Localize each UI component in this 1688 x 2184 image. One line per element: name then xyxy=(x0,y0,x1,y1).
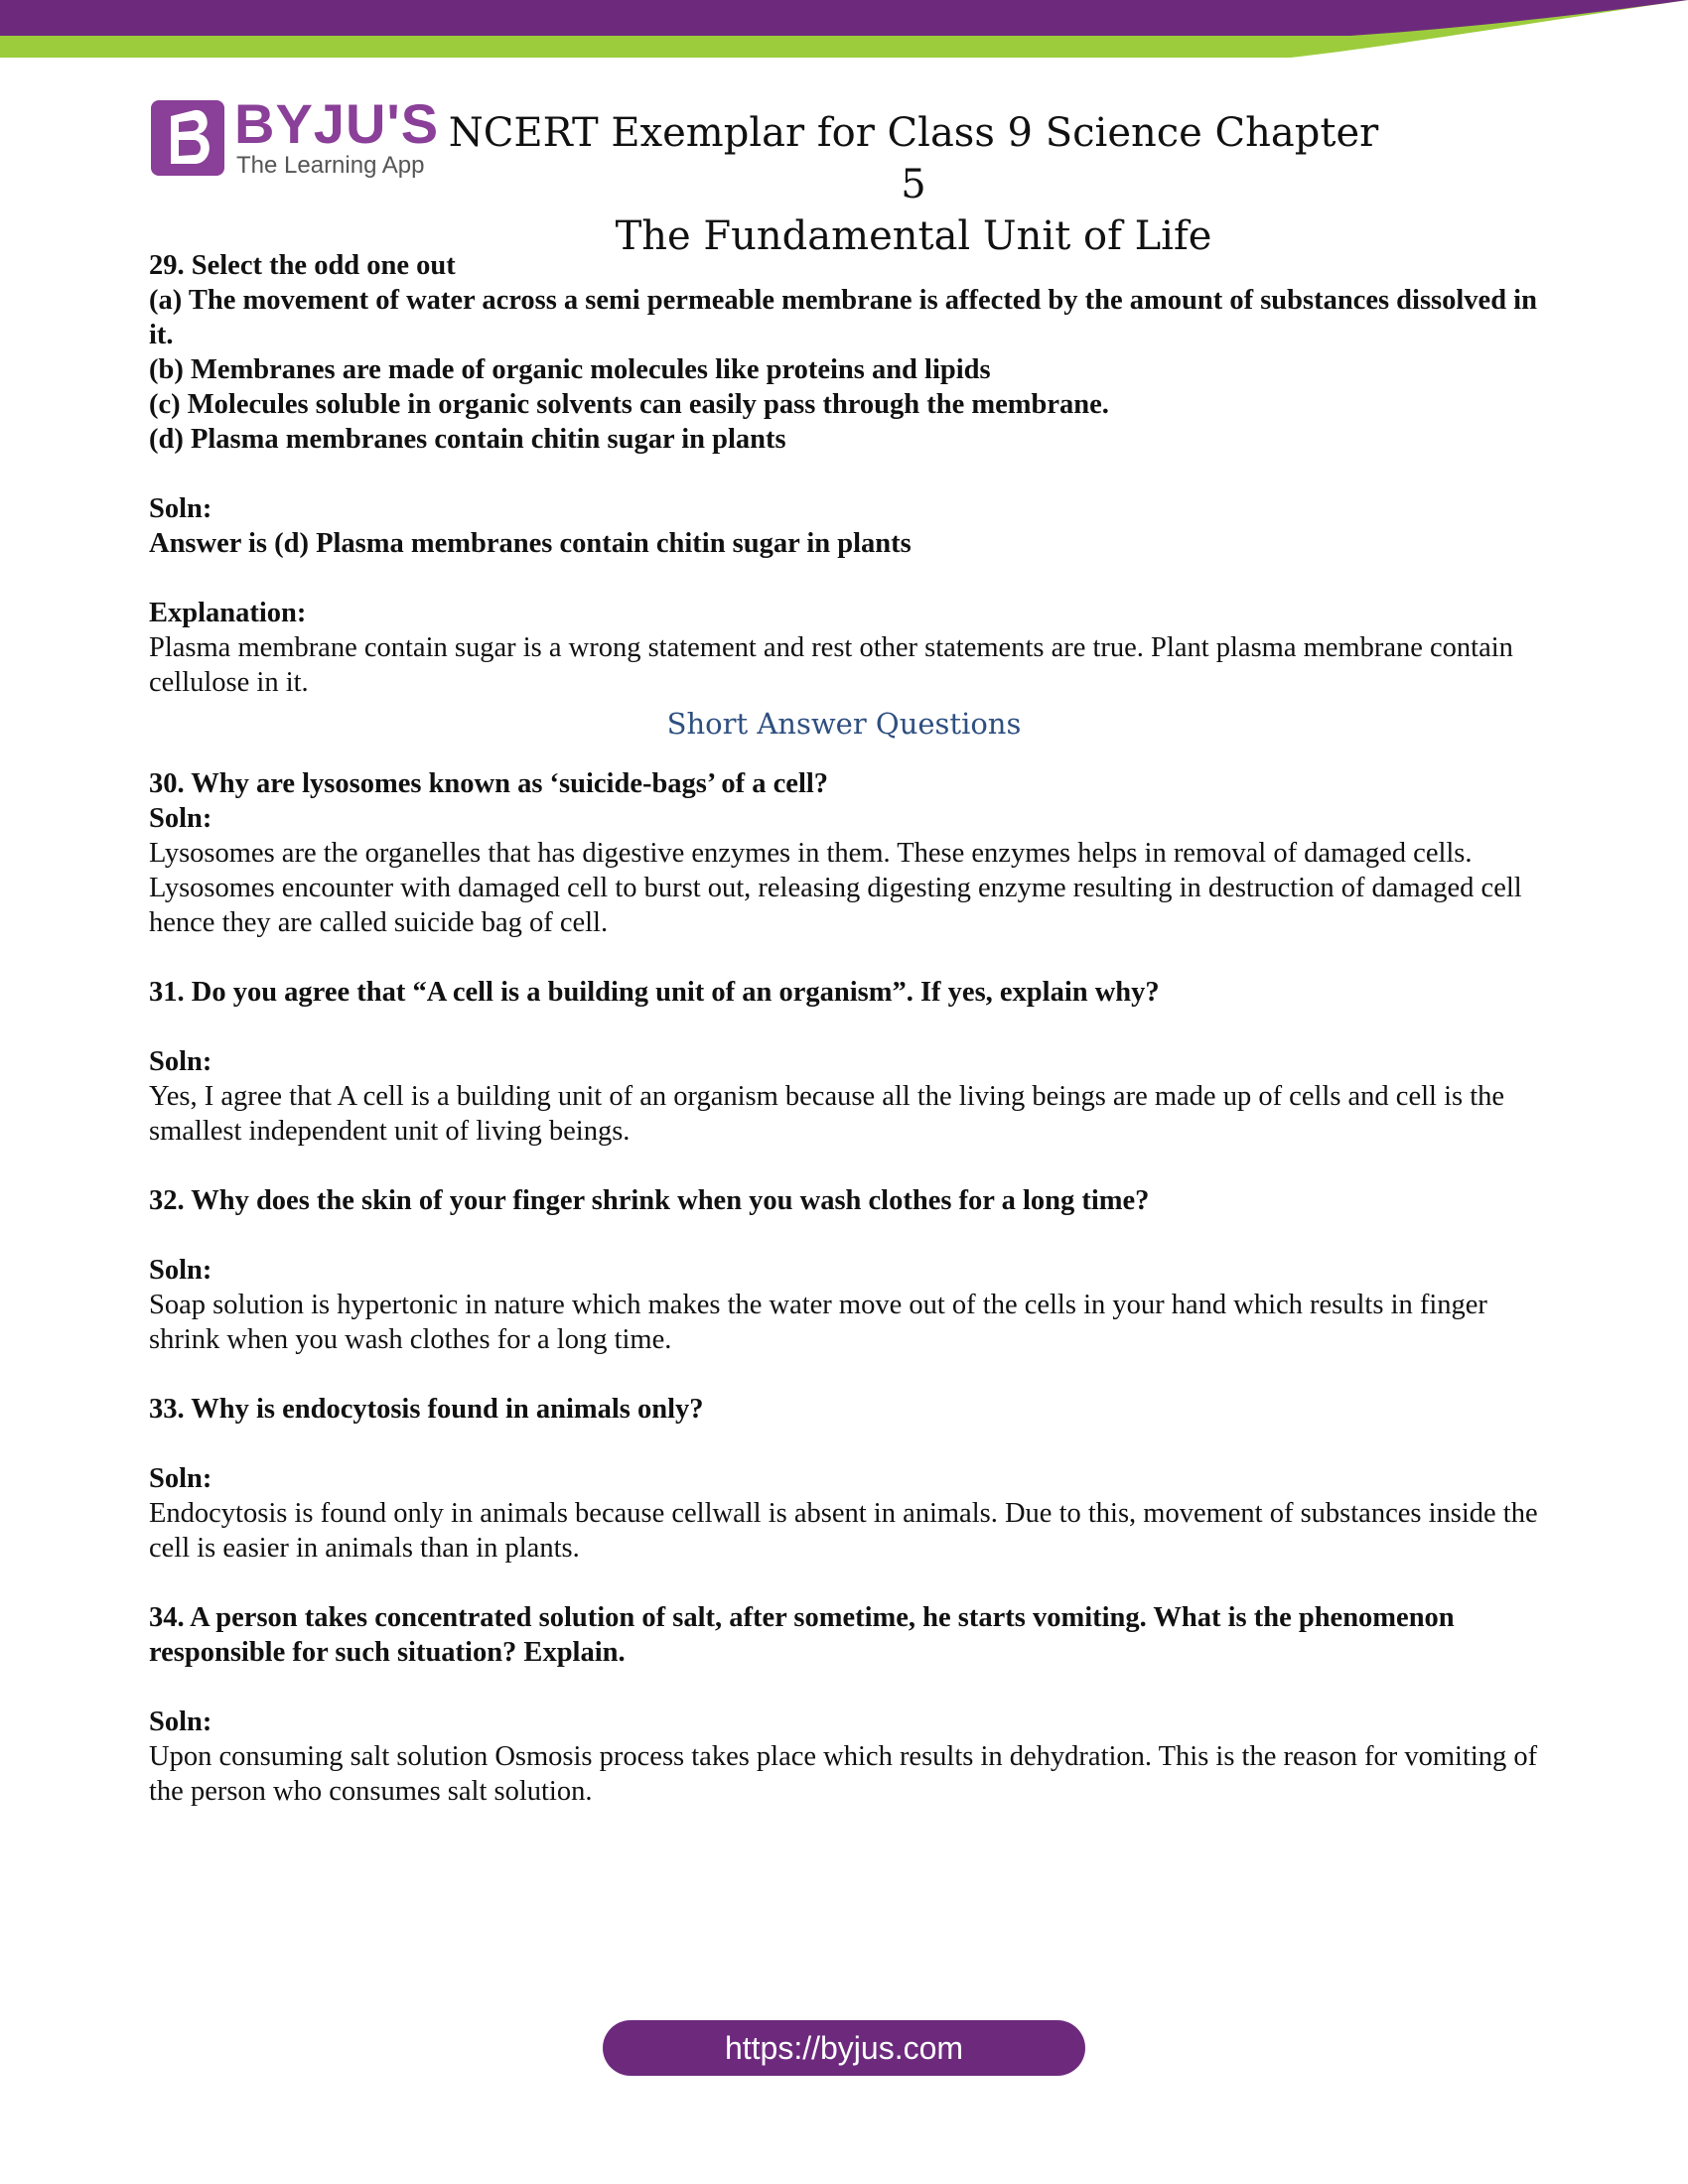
logo-tagline: The Learning App xyxy=(236,152,425,179)
q29-option-c: (c) Molecules soluble in organic solvents can easily pass through the membrane. xyxy=(149,389,1109,420)
byjus-logo-icon xyxy=(149,98,226,180)
q29-question: 29. Select the odd one out xyxy=(149,250,456,281)
document-body xyxy=(149,248,1539,1809)
q32-answer: Soap solution is hypertonic in nature which makes the water move out of the cells in your hand which results in finger shrink when you wash clothes for a long time. xyxy=(149,1290,1487,1355)
footer-url-link[interactable]: https://byjus.com xyxy=(603,2020,1085,2076)
q33-soln-label: Soln: xyxy=(149,1463,212,1494)
byjus-logo[interactable] xyxy=(149,92,440,184)
q34-soln-label: Soln: xyxy=(149,1706,212,1737)
q31-question: 31. Do you agree that “A cell is a building unit of an organism”. If yes, explain why? xyxy=(149,977,1160,1008)
page-title xyxy=(437,107,1390,262)
page-title-line2: The Fundamental Unit of Life xyxy=(615,213,1212,259)
q29-answer: Answer is (d) Plasma membranes contain chitin sugar in plants xyxy=(149,528,912,559)
q29-option-b: (b) Membranes are made of organic molecules like proteins and lipids xyxy=(149,354,991,385)
page-title-line1: NCERT Exemplar for Class 9 Science Chapter 5 xyxy=(448,110,1379,207)
q32-question: 32. Why does the skin of your finger shrink when you wash clothes for a long time? xyxy=(149,1185,1150,1216)
section-heading: Short Answer Questions xyxy=(666,707,1022,741)
q32-soln-label: Soln: xyxy=(149,1255,212,1286)
q34-question: 34. A person takes concentrated solution of salt, after sometime, he starts vomiting. What is the phenomenon responsible for such situation? Explain. xyxy=(149,1602,1455,1668)
q30-answer: Lysosomes are the organelles that has digestive enzymes in them. These enzymes helps in removal of damaged cells. Lysosomes encounter with damaged cell to burst out, releasing digesting enzyme resulting in destruction of damaged cell hence they are called suicide bag of cell. xyxy=(149,838,1522,938)
q29-explanation-label: Explanation: xyxy=(149,598,307,628)
q31-answer: Yes, I agree that A cell is a building unit of an organism because all the living beings are made up of cells and cell is the smallest independent unit of living beings. xyxy=(149,1081,1505,1147)
q29-option-a: (a) The movement of water across a semi permeable membrane is affected by the amount of substances dissolved in it. xyxy=(149,285,1537,350)
q31-soln-label: Soln: xyxy=(149,1046,212,1077)
q34-answer: Upon consuming salt solution Osmosis process takes place which results in dehydration. This is the reason for vomiting of the person who consumes salt solution. xyxy=(149,1741,1538,1807)
q29-option-d: (d) Plasma membranes contain chitin sugar in plants xyxy=(149,424,786,455)
q33-question: 33. Why is endocytosis found in animals only? xyxy=(149,1394,704,1425)
q30-soln-label: Soln: xyxy=(149,803,212,834)
q30-question: 30. Why are lysosomes known as ‘suicide-bags’ of a cell? xyxy=(149,768,829,799)
top-decorative-band xyxy=(0,0,1688,60)
q33-answer: Endocytosis is found only in animals because cellwall is absent in animals. Due to this, movement of substances inside the cell is easier in animals than in plants. xyxy=(149,1498,1538,1564)
q29-soln-label: Soln: xyxy=(149,493,212,524)
q29-explanation: Plasma membrane contain sugar is a wrong statement and rest other statements are true. Plant plasma membrane contain cellulose in it. xyxy=(149,632,1513,698)
logo-wordmark: BYJU'S xyxy=(234,92,440,155)
